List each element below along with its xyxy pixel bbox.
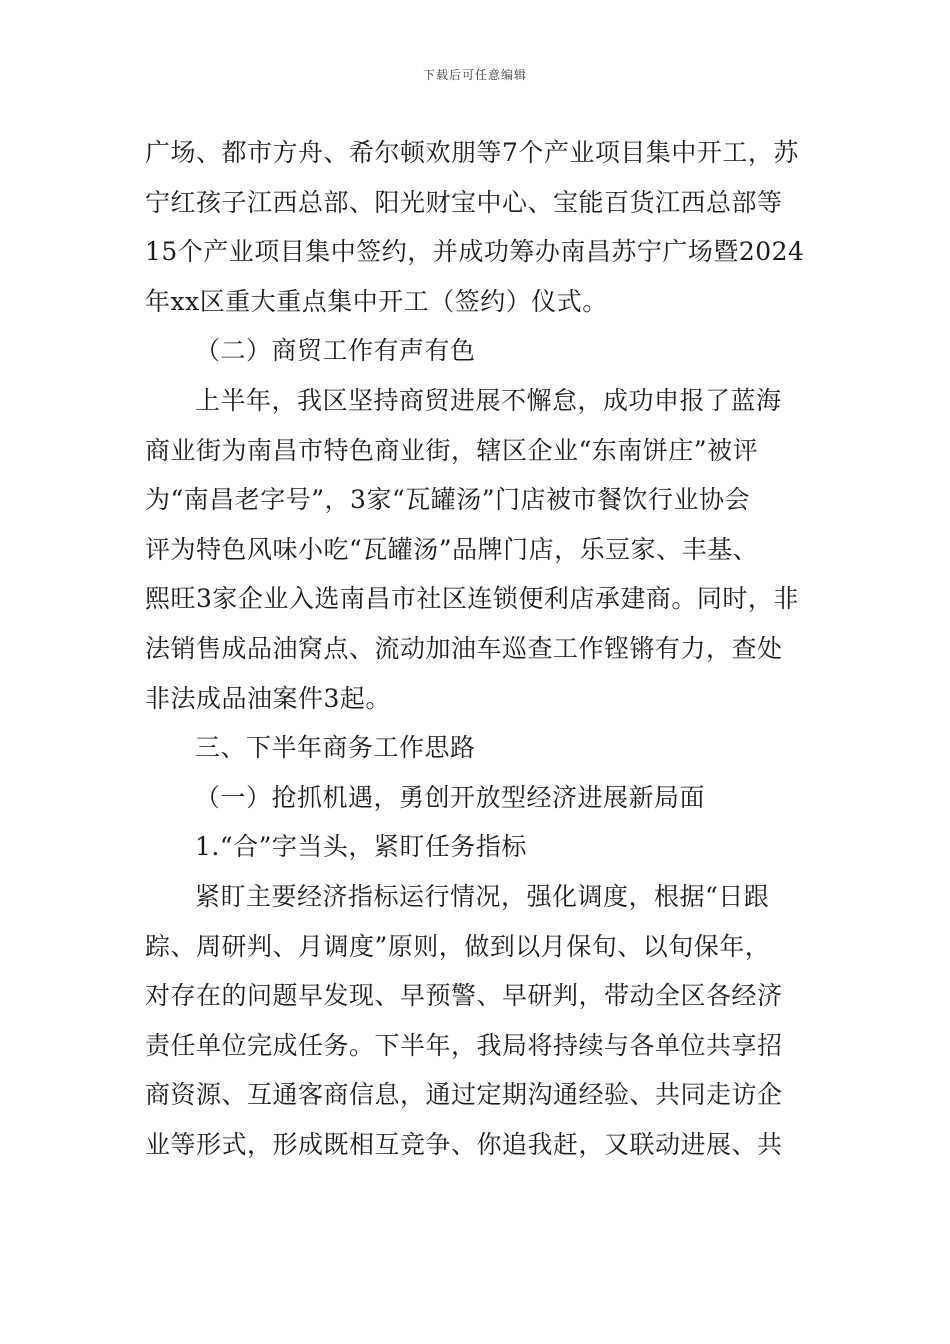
item-heading: 1.“合”字当头，紧盯任务指标	[195, 832, 527, 862]
document-body	[145, 128, 810, 1169]
text-line: 为“南昌老字号”，3家“瓦罐汤”门店被市餐饮行业协会	[145, 485, 751, 515]
text-line: 评为特色风味小吃“瓦罐汤”品牌门店，乐豆家、丰基、	[145, 534, 759, 564]
section-heading: （二）商贸工作有声有色	[195, 336, 476, 366]
text-line: 踪、周研判、月调度”原则，做到以月保旬、以旬保年，	[145, 931, 771, 961]
text-line: 宁红孩子江西总部、阳光财宝中心、宝能百货江西总部等	[145, 187, 783, 217]
text-line: 业等形式，形成既相互竞争、你追我赶，又联动进展、共	[145, 1129, 783, 1159]
text-line: 对存在的问题早发现、早预警、早研判，带动全区各经济	[145, 981, 783, 1011]
text-line: 广场、都市方舟、希尔顿欢朋等7个产业项目集中开工，苏	[145, 138, 799, 167]
text-line: 商业街为南昌市特色商业街，辖区企业“东南饼庄”被评	[145, 435, 759, 465]
text-line: 紧盯主要经济指标运行情况，强化调度，根据“日跟	[195, 881, 770, 911]
header-note: 下载后可任意编辑	[422, 68, 527, 82]
text-line: 非法成品油案件3起。	[145, 683, 391, 713]
text-line: 年xx区重大重点集中开工（签约）仪式。	[145, 286, 608, 316]
subsection-heading: （一）抢抓机遇，勇创开放型经济进展新局面	[195, 782, 706, 812]
text-line: 法销售成品油窝点、流动加油车巡查工作铿锵有力，查处	[145, 633, 783, 663]
text-line: 责任单位完成任务。下半年，我局将持续与各单位共享招	[145, 1030, 783, 1060]
text-line: 15个产业项目集中签约，并成功筹办南昌苏宁广场暨2024	[145, 237, 805, 267]
text-line: 商资源、互通客商信息，通过定期沟通经验、共同走访企	[145, 1080, 783, 1110]
text-line: 熙旺3家企业入选南昌市社区连锁便利店承建商。同时，非	[145, 584, 799, 614]
section-heading: 三、下半年商务工作思路	[195, 733, 476, 763]
text-line: 上半年，我区坚持商贸进展不懈怠，成功申报了蓝海	[195, 385, 782, 415]
